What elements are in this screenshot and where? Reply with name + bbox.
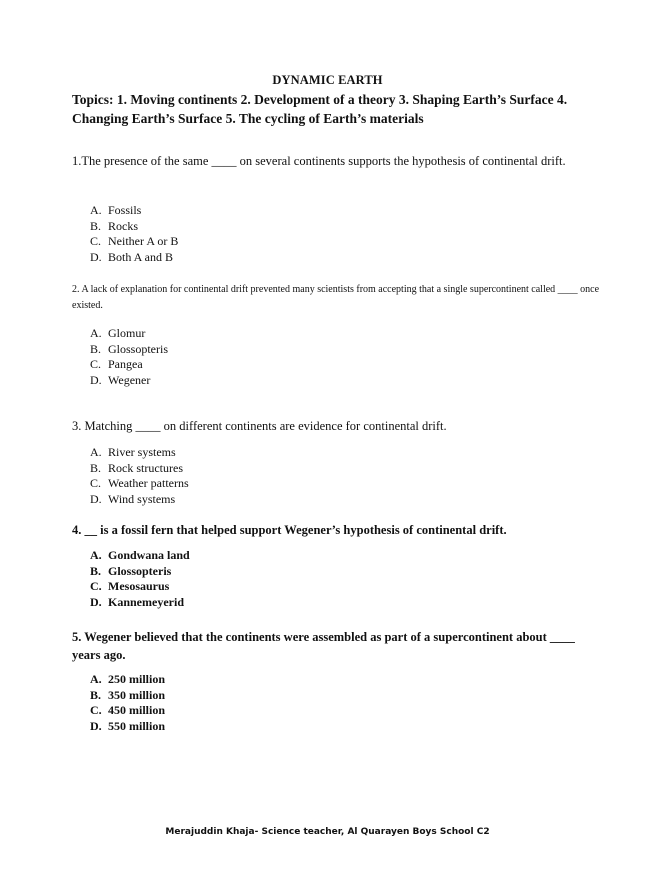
question-5 — [72, 628, 602, 733]
question-2 — [72, 282, 602, 387]
topics-heading: Topics: 1. Moving continents 2. Development of a theory 3. Shaping Earth’s Surface 4. Changing Earth’s Surface 5. The cycling of Earth’s materials — [72, 92, 568, 126]
option-c: C. Pangea — [90, 357, 143, 371]
question-text: 4. __ is a fossil fern that helped support Wegener’s hypothesis of continental drift. — [72, 523, 507, 537]
option-a: A. Glomur — [90, 326, 146, 340]
question-3 — [72, 418, 602, 506]
option-d: D. 550 million — [90, 718, 166, 733]
option-b: B. 350 million — [90, 687, 166, 702]
option-b: B. Rocks — [90, 218, 138, 233]
option-b: B. Glossopteris — [90, 563, 172, 578]
question-text: 5. Wegener believed that the continents were assembled as part of a supercontinent about ____ years ago. — [72, 630, 575, 662]
question-text: 3. Matching ____ on different continents are evidence for continental drift. — [72, 419, 447, 433]
options-list — [90, 445, 189, 507]
option-a: A. River systems — [90, 445, 176, 459]
option-d: D. Wegener — [90, 372, 151, 387]
question-1 — [72, 153, 602, 264]
options-list — [90, 672, 165, 734]
option-c: C. 450 million — [90, 703, 166, 717]
option-a: A. Fossils — [90, 203, 142, 217]
option-d: D. Both A and B — [90, 249, 174, 264]
page-title: DYNAMIC EARTH — [272, 73, 383, 87]
option-d: D. Kannemeyerid — [90, 594, 184, 609]
footer-credit: Merajuddin Khaja- Science teacher, Al Quarayen Boys School C2 — [165, 827, 490, 837]
option-a: A. 250 million — [90, 672, 166, 686]
options-list — [90, 548, 190, 610]
option-d: D. Wind systems — [90, 491, 176, 506]
option-c: C. Weather patterns — [90, 476, 189, 490]
options-list — [90, 203, 178, 265]
option-b: B. Glossopteris — [90, 341, 168, 356]
question-4 — [72, 522, 602, 609]
option-c: C. Mesosaurus — [90, 579, 170, 593]
question-text: 1.The presence of the same ____ on several continents supports the hypothesis of continental drift. — [72, 154, 566, 168]
option-c: C. Neither A or B — [90, 234, 179, 248]
options-list — [90, 326, 168, 388]
option-a: A. Gondwana land — [90, 548, 190, 562]
question-text: 2. A lack of explanation for continental drift prevented many scientists from accepting that a single supercontinent called ____ once existed. — [72, 284, 600, 311]
option-b: B. Rock structures — [90, 460, 183, 475]
